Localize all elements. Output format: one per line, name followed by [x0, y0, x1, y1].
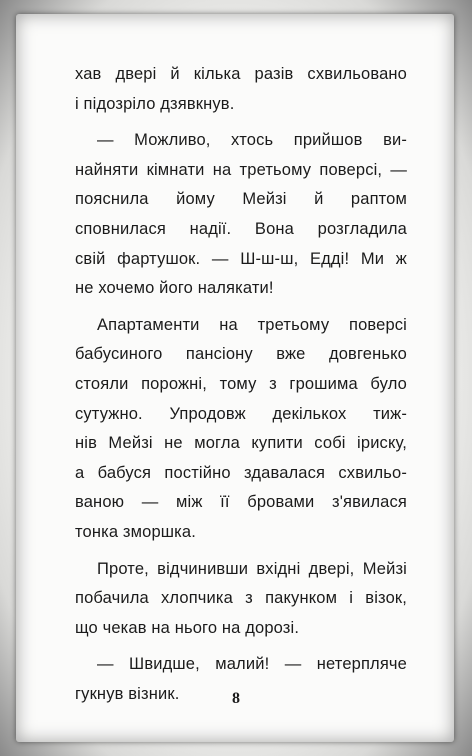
text-line: сутужно. Упродовж декількох тиж-	[75, 404, 407, 423]
text-line: Апартаменти на третьому поверсі	[97, 315, 407, 334]
text-line: гукнув візник.	[75, 684, 180, 703]
text-line: не хочемо його налякати!	[75, 279, 274, 298]
text-line: хав двері й кілька разів схвильовано	[75, 65, 407, 83]
text-line: сповнилася надії. Вона розгладила	[75, 219, 407, 238]
body-text	[75, 60, 407, 709]
text-line: нів Мейзі не могла купити собі іриску,	[75, 434, 407, 453]
text-line: побачила хлопчика з пакунком і візок,	[75, 589, 407, 608]
text-line: Проте, відчинивши вхідні двері, Мейзі	[97, 559, 407, 578]
text-line: а бабуся постійно здавалася схвильо-	[75, 463, 407, 482]
text-line: стояли порожні, тому з грошима було	[75, 374, 407, 393]
text-line: ваною — між її бровами з'явилася	[75, 493, 407, 512]
page-number: 8	[232, 690, 240, 707]
text-line: пояснила йому Мейзі й раптом	[75, 190, 407, 209]
text-line: що чекав на нього на дорозі.	[75, 618, 300, 637]
text-line: свій фартушок. — Ш-ш-ш, Едді! Ми ж	[75, 249, 407, 268]
text-line: — Швидше, малий! — нетерпляче	[97, 655, 407, 674]
text-line: — Можливо, хтось прийшов ви-	[97, 131, 407, 150]
text-line: найняти кімнати на третьому поверсі, —	[75, 160, 407, 179]
text-line: і підозріло дзявкнув.	[75, 94, 235, 113]
text-line: бабусиного пансіону вже довгенько	[75, 345, 407, 364]
text-line: тонка зморшка.	[75, 522, 196, 541]
